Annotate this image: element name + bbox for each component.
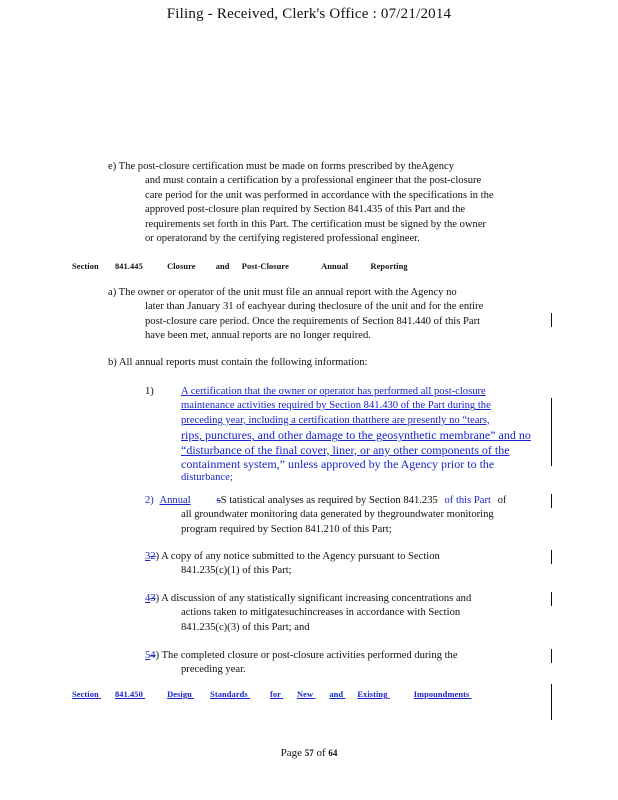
text-line [145, 649, 458, 663]
section-word: Reporting [370, 262, 408, 271]
deleted-text: s [216, 495, 221, 506]
text-line: maintenance activities required by Section 841.430 of the Part during the [181, 400, 491, 412]
text-line: containment system,” unless approved by the Agency prior to the [181, 457, 495, 472]
text-line: care period for the unit was performed in accordance with the specifications in the [145, 189, 494, 201]
item-1-inserted-text [181, 385, 531, 486]
text-line: later than January 31 of eachyear during theclosure of the unit and for the entire [145, 301, 484, 313]
paragraph-e [108, 160, 494, 246]
text-line: actions taken to mitigatesuchincreases in accordance with Section [181, 607, 461, 619]
text-line [145, 494, 506, 508]
revision-bar [551, 684, 552, 720]
page-footer [0, 747, 618, 759]
old-number: 2 [150, 551, 156, 562]
text-fragment: S tatistical analyses as required by Section 841.235 [220, 495, 438, 506]
revision-bar [551, 592, 552, 606]
of-label: of [316, 747, 326, 759]
text-line: rips, punctures, and other damage to the geosynthetic membrane” and no [181, 428, 531, 443]
inserted-text: of this Part [444, 495, 491, 506]
text-line: approved post-closure plan required by Section 841.435 of this Part and the [145, 204, 466, 216]
text-line: program required by Section 841.210 of this Part; [181, 523, 392, 535]
section-word: Post-Closure [241, 262, 289, 271]
section-word: for [269, 690, 281, 699]
text-line: and must contain a certification by a professional engineer that the post-closure [145, 175, 482, 187]
text-line: disturbance; [181, 472, 233, 484]
section-word: and [215, 262, 230, 271]
section-word: and [329, 690, 344, 699]
revision-bar [551, 398, 552, 466]
text-line: preceding year. [181, 664, 246, 676]
text-line: e) The post-closure certification must be made on forms prescribed by theAgency [108, 161, 455, 172]
section-word: Existing [357, 690, 388, 699]
new-number: 4 [145, 593, 151, 604]
section-heading-841-450 [72, 690, 508, 699]
paragraph-2 [145, 494, 506, 537]
section-label: Section [72, 690, 99, 699]
text-line: have been met, annual reports are no longer required. [145, 330, 371, 342]
text-line: b) All annual reports must contain the following information: [108, 357, 368, 368]
revision-bar [551, 550, 552, 564]
text-fragment: of [497, 495, 507, 506]
paragraph-b [108, 356, 368, 370]
text-line: 841.235(c)(3) of this Part; and [181, 621, 310, 633]
item-number: 2) [145, 495, 154, 506]
text-line: A certification that the owner or operator has performed all post-closure [181, 386, 486, 397]
section-word: Standards [210, 690, 248, 699]
text-fragment: ) A discussion of any statistically significant increasing concentrations and [155, 593, 472, 604]
page-label: Page [280, 747, 302, 759]
text-line: post-closure care period. Once the requirements of Section 841.440 of this Part [145, 315, 481, 327]
text-line: “disturbance of the final cover, liner, or any other components of the [181, 442, 510, 457]
section-word: Closure [167, 262, 196, 271]
text-line [145, 550, 440, 564]
text-line: requirements set forth in this Part. The certification must be signed by the owner [145, 218, 487, 230]
text-line: a) The owner or operator of the unit must file an annual report with the Agency no [108, 287, 457, 298]
text-line: or operatorand by the certifying registered professional engineer. [145, 233, 420, 245]
paragraph-3 [145, 550, 440, 579]
new-number: 5 [145, 650, 151, 661]
old-number: 3 [150, 593, 156, 604]
page-total: 64 [328, 748, 338, 758]
item-number: 1) [145, 386, 154, 397]
section-heading-841-445 [72, 262, 408, 271]
revision-bar [551, 313, 552, 327]
section-word: New [297, 690, 314, 699]
text-line: preceding year, including a certification thatthere are presently no “tears, [181, 414, 490, 426]
section-word: Impoundments [413, 690, 470, 699]
section-word: Design [167, 690, 192, 699]
list-number-1 [145, 385, 154, 399]
page-number: 57 [304, 748, 314, 758]
section-number: 841.445 [114, 262, 143, 271]
text-line [145, 592, 471, 606]
old-number: 4 [150, 650, 156, 661]
text-line: 841.235(c)(1) of this Part; [181, 565, 292, 577]
new-number: 3 [145, 551, 151, 562]
section-word: Annual [321, 262, 349, 271]
paragraph-4 [145, 592, 471, 635]
text-line: all groundwater monitoring data generated by thegroundwater monitoring [181, 509, 494, 521]
page-header-stamp: Filing - Received, Clerk's Office : 07/21/2014 [166, 6, 452, 22]
revision-bar [551, 494, 552, 508]
text-fragment: ) The completed closure or post-closure activities performed during the [155, 650, 458, 661]
inserted-text: Annual [159, 495, 191, 506]
paragraph-a [108, 286, 483, 344]
section-number: 841.450 [114, 690, 143, 699]
paragraph-5 [145, 649, 458, 678]
text-fragment: ) A copy of any notice submitted to the Agency pursuant to Section [155, 551, 440, 562]
section-label: Section [72, 262, 99, 271]
revision-bar [551, 649, 552, 663]
